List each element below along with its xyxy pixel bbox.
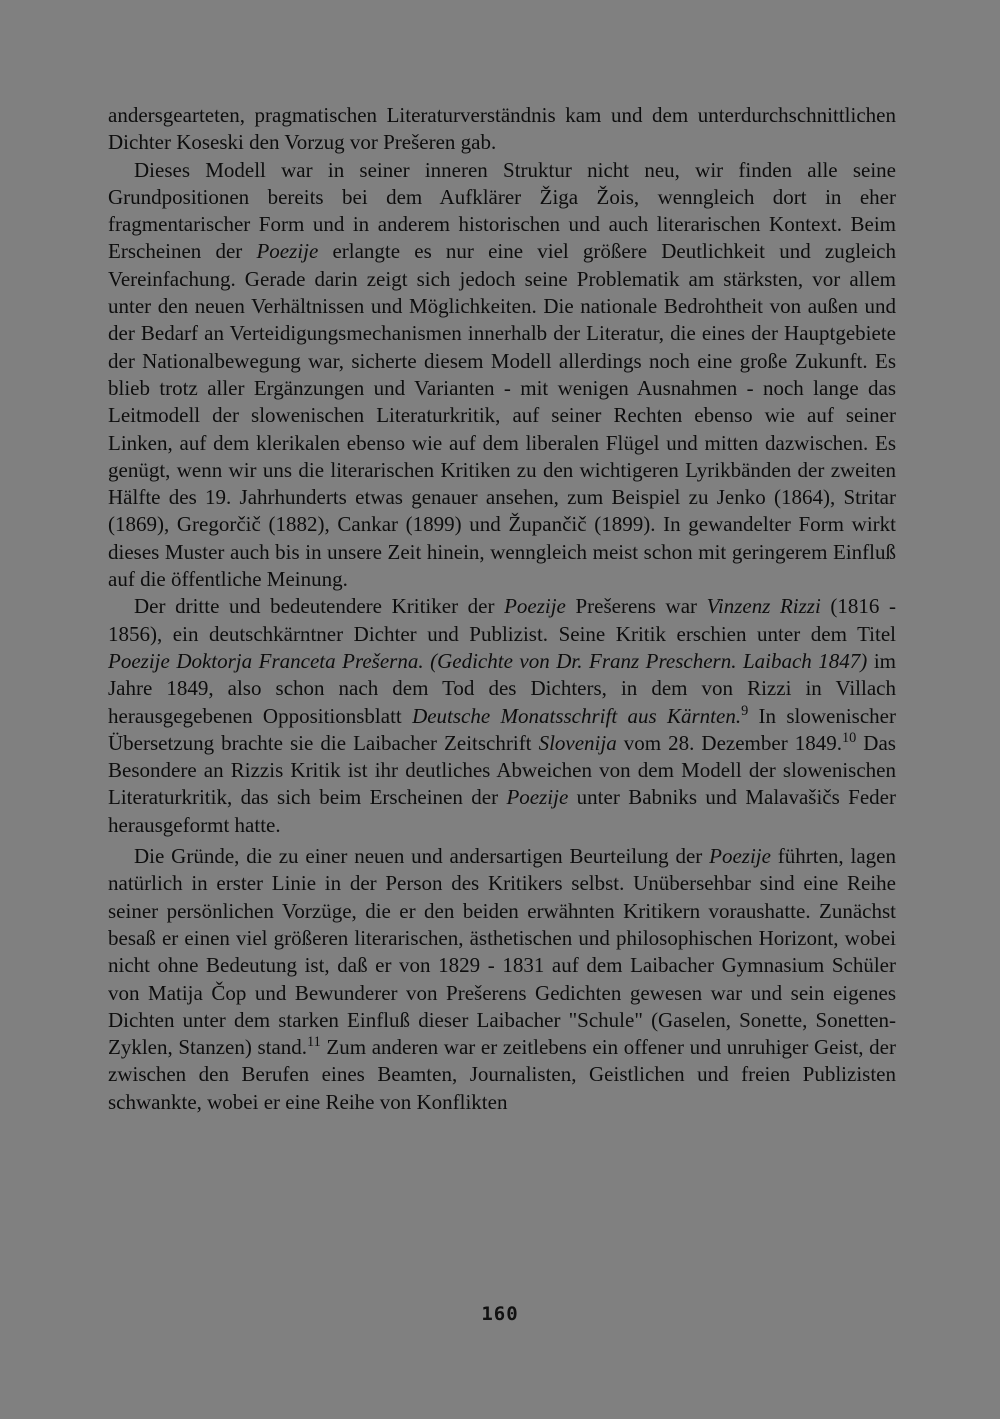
text-run: (1816 - 1856), ein deutschkärntner Dichter und Publizist. Seine Kritik erschien unter dem Titel [108, 594, 896, 646]
text-run: In slowenischer Übersetzung brachte sie die Laibacher Zeitschrift [108, 703, 896, 755]
page-number: 160 [481, 1303, 519, 1325]
italic-text: Slovenija [538, 730, 617, 755]
paragraph-3 [108, 593, 896, 839]
footnote-ref: 10 [842, 729, 857, 746]
text-run: unter Babniks und Malavašičs Feder herausgeformt hatte. [108, 785, 896, 837]
text-run: vom 28. Dezember 1849. [616, 730, 842, 755]
footnote-ref: 11 [307, 1034, 321, 1051]
italic-text: Poezije [504, 594, 566, 619]
text-run: im Jahre 1849, also schon nach dem Tod des Dichters, in dem von Rizzi in Villach herausgegebenen Oppositionsblatt [108, 648, 896, 728]
italic-text: Poezije [256, 239, 319, 264]
paragraph-2 [108, 157, 896, 594]
italic-text: Poezije [506, 785, 569, 810]
text-run: Die Gründe, die zu einer neuen und andersartigen Beurteilung der [134, 844, 710, 869]
text-run: Zum anderen war er zeitlebens ein offener und unruhiger Geist, der zwischen den Berufen eines Beamten, Journalisten, Geistlichen und freien Publizisten schwankte, wobei er eine Reihe von Konflikten [108, 1035, 896, 1114]
text-run: führten, lagen natürlich in erster Linie in der Person des Kritikers selbst. Unübersehbar sind eine Reihe seiner persönlichen Vorzüge, die er den beiden erwähnten Kritikern voraushatte. Zunächst besaß er einen viel größeren literarischen, ästhetischen und philosophischen Horizont, wobei nicht ohne Bedeutung ist, daß er von 1829 - 1831 auf dem Laibacher Gymnasium Schüler von Matija Čop und Bewunderer von Prešerens Gedichten gewesen war und sein eigenes Dichten unter dem starken Einfluß dieser Laibacher "Schule" (Gaselen, Sonette, Sonetten-Zyklen, Stanzen) stand. [108, 844, 896, 1060]
text-run: Prešerens war [565, 594, 707, 619]
text-run: andersgearteten, pragmatischen Literaturverständnis kam und dem unterdurchschnittlichen Dichter Koseski den Vorzug vor Prešeren gab. [108, 103, 896, 155]
italic-text: Poezije [709, 844, 771, 869]
body-text [108, 102, 896, 1116]
text-run: Das Besondere an Rizzis Kritik ist ihr deutliches Abweichen von dem Modell der slowenischen Literaturkritik, das sich beim Erscheinen der [108, 730, 896, 810]
text-run: Dieses Modell war in seiner inneren Struktur nicht neu, wir finden alle seine Grundpositionen bereits bei dem Aufklärer Žiga Žois, wenngleich dort in eher fragmentarischer Form und in anderem historischen und auch literarischen Kontext. Beim Erscheinen der [108, 157, 896, 264]
italic-text: Deutsche Monatsschrift aus Kärnten. [412, 703, 742, 728]
footnote-ref: 9 [741, 702, 749, 719]
paragraph-1 [108, 102, 896, 157]
text-run: erlangte es nur eine viel größere Deutlichkeit und zugleich Vereinfachung. Gerade darin zeigt sich jedoch seine Problematik am stärksten, vor allem unter den neuen Verhältnissen und Möglichkeiten. Die nationale Bedrohtheit von außen und der Bedarf an Verteidigungsmechanismen innerhalb der Literatur, die eines der Hauptgebiete der Nationalbewegung war, sicherte diesem Modell allerdings noch eine große Zukunft. Es blieb trotz aller Ergänzungen und Varianten - mit wenigen Ausnahmen - noch lange das Leitmodell der slowenischen Literaturkritik, auf seiner Rechten ebenso wie auf seiner Linken, auf dem klerikalen ebenso wie auf dem liberalen Flügel und mitten dazwischen. Es genügt, wenn wir uns die literarischen Kritiken zu den wichtigeren Lyrikbänden der zweiten Hälfte des 19. Jahrhunderts etwas genauer ansehen, zum Beispiel zu Jenko (1864), Stritar (1869), Gregorčič (1882), Cankar (1899) und Župančič (1899). In gewandelter Form wirkt dieses Muster auch bis in unsere Zeit hinein, wenngleich meist schon mit geringerem Einfluß auf die öffentliche Meinung. [108, 239, 897, 592]
italic-text: Poezije Doktorja Franceta Prešerna. (Gedichte von Dr. Franz Preschern. Laibach 1847) [108, 648, 868, 673]
italic-text: Vinzenz Rizzi [706, 594, 821, 619]
paragraph-4 [108, 843, 896, 1116]
text-run: Der dritte und bedeutendere Kritiker der [134, 594, 505, 619]
